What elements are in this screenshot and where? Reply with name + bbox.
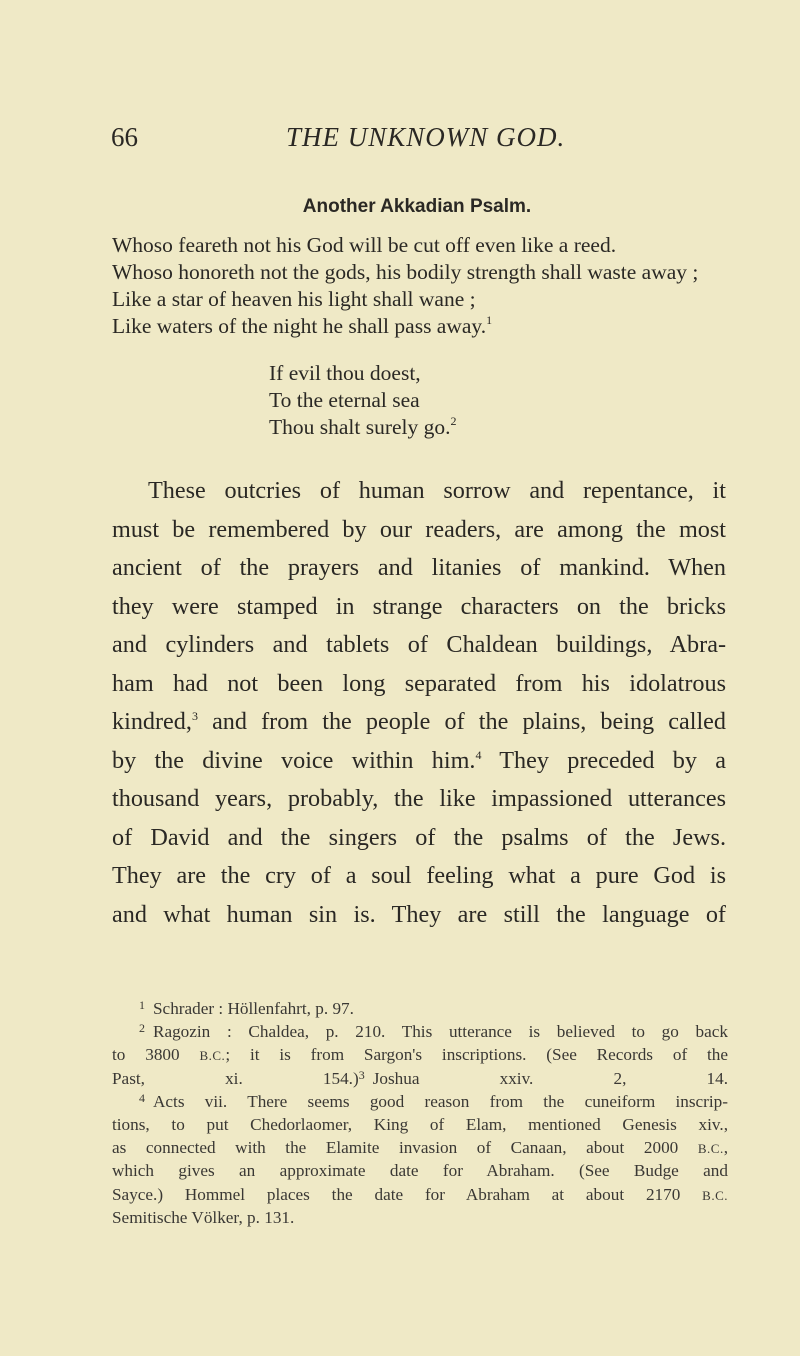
footnote-4-line: Semitische Völker, p. 131. (112, 1207, 295, 1227)
page-header (111, 122, 731, 162)
stanza-line (112, 313, 698, 340)
footnote-text: as connected with the Elamite invasion of Canaan, about 2000 (112, 1138, 679, 1158)
footnote-1 (112, 997, 728, 1020)
footnote-3 (359, 1069, 728, 1088)
bc-abbrev: B.C. (702, 1187, 729, 1203)
footnote-number: 4 (139, 1090, 145, 1105)
footnote-4-line: which gives an approximate date for Abraham. (See Budge and (112, 1161, 728, 1181)
refrain-line (269, 414, 457, 441)
psalm-refrain (269, 360, 457, 441)
footnote-text: Acts vii. There seems good reason from the cuneiform inscrip- (153, 1091, 728, 1111)
body-line: must be remembered by our readers, are among the most (112, 515, 726, 543)
footnote-number: 2 (139, 1021, 145, 1036)
refrain-line: To the eternal sea (269, 388, 420, 412)
body-line: and what human sin is. They are still the language of (112, 900, 726, 928)
footnote-2 (112, 1020, 728, 1043)
footnote-number: 3 (358, 1067, 365, 1082)
body-line (112, 703, 726, 742)
footnote-ref-3: 3 (191, 709, 198, 723)
footnotes (112, 997, 728, 1229)
footnote-4 (112, 1090, 728, 1113)
stanza-line: Whoso feareth not his God will be cut off even like a reed. (112, 233, 617, 257)
footnote-ref-1: 1 (486, 313, 493, 327)
footnote-ref-4: 4 (475, 747, 482, 762)
body-line-text: They preceded by a (499, 746, 726, 774)
body-line-text: and from the people of the plains, being called (212, 708, 726, 735)
body-line: thousand years, probably, the like impassioned utterances (112, 785, 726, 812)
body-paragraph (112, 472, 726, 934)
page-number: 66 (111, 122, 138, 152)
footnote-2-3-line (112, 1067, 728, 1090)
footnote-4-line (112, 1136, 728, 1159)
body-line-text: kindred, (112, 708, 192, 735)
footnote-4-line (112, 1183, 728, 1206)
psalm-stanza (112, 232, 698, 340)
footnote-2-line (112, 1043, 728, 1066)
body-line: of David and the singers of the psalms of the Jews. (112, 823, 726, 851)
body-line (112, 742, 726, 781)
bc-abbrev: B.C. (199, 1048, 226, 1064)
body-line: These outcries of human sorrow and repentance, it (148, 477, 726, 504)
stanza-line-text: Like waters of the night he shall pass away. (112, 314, 487, 338)
body-line: ancient of the prayers and litanies of mankind. When (112, 554, 726, 581)
body-line-text: by the divine voice within him. (112, 746, 476, 774)
stanza-line: Like a star of heaven his light shall wane ; (112, 287, 476, 311)
refrain-line-text: Thou shalt surely go. (269, 415, 451, 439)
footnote-text: Joshua xxiv. 2, 14. (372, 1068, 728, 1088)
refrain-line: If evil thou doest, (269, 361, 421, 385)
body-line: they were stamped in strange characters on the bricks (112, 592, 726, 620)
body-line: and cylinders and tablets of Chaldean buildings, Abra- (112, 631, 726, 658)
psalm-title: Another Akkadian Psalm. (302, 196, 532, 217)
footnote-text: , (723, 1138, 728, 1158)
footnote-ref-2: 2 (450, 414, 457, 428)
footnote-text: Schrader : Höllenfahrt, p. 97. (153, 999, 354, 1018)
footnote-4-line: tions, to put Chedorlaomer, King of Elam, mentioned Genesis xiv., (112, 1114, 728, 1134)
stanza-line: Whoso honoreth not the gods, his bodily strength shall waste away ; (112, 260, 699, 284)
bc-abbrev: B.C. (697, 1141, 724, 1157)
footnote-number: 1 (139, 998, 145, 1012)
footnote-text: Ragozin : Chaldea, p. 210. This utterance is believed to go back (153, 1022, 728, 1042)
footnote-text: Past, xi. 154.) (112, 1068, 359, 1088)
running-title: THE UNKNOWN GOD. (286, 122, 566, 152)
footnote-text: ; it is from Sargon's inscriptions. (See Records of the (225, 1045, 729, 1065)
body-line: They are the cry of a soul feeling what a pure God is (112, 862, 726, 889)
body-line: ham had not been long separated from his idolatrous (112, 669, 726, 697)
footnote-text: to 3800 (112, 1045, 180, 1065)
footnote-text: Sayce.) Hommel places the date for Abraham at about 2170 (112, 1184, 681, 1204)
